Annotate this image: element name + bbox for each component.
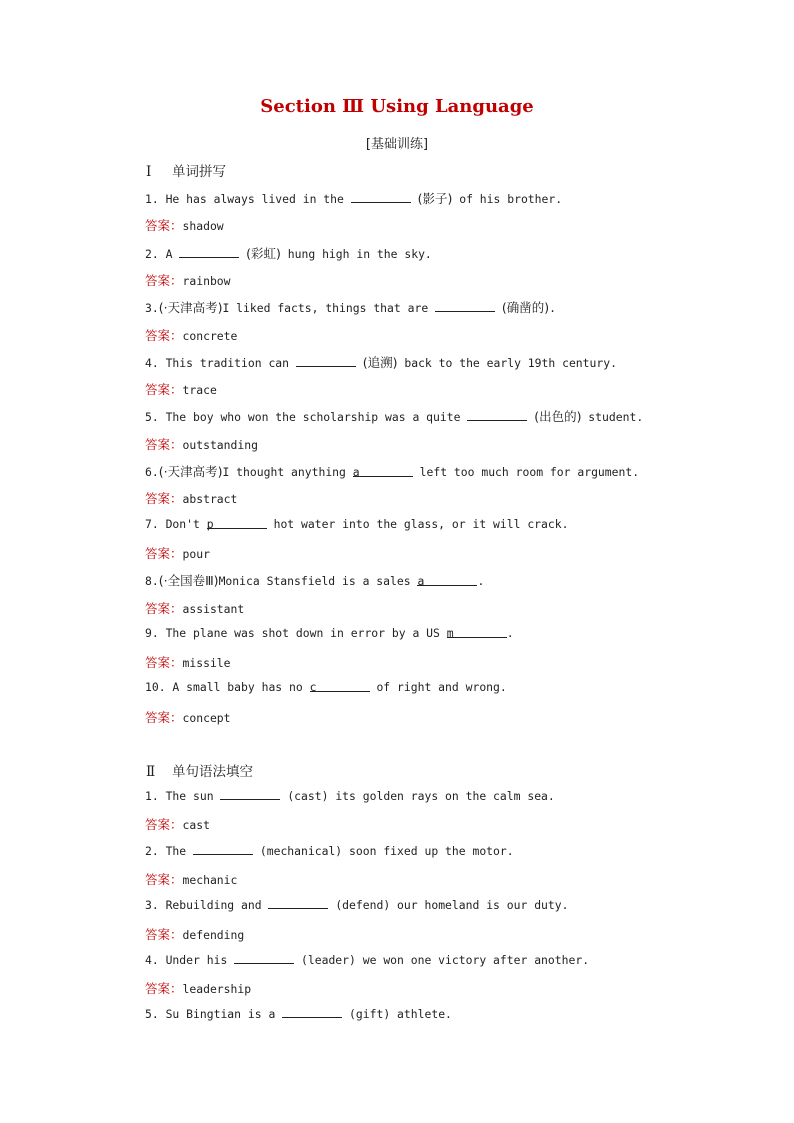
answer-label: 答案： bbox=[145, 327, 183, 343]
question-hint: (影子) bbox=[417, 191, 453, 206]
answer-value: pour bbox=[182, 546, 210, 561]
answer-blank[interactable] bbox=[467, 409, 527, 421]
answer-line bbox=[145, 870, 237, 888]
section-number: Ⅱ bbox=[146, 764, 156, 780]
question-line bbox=[145, 571, 484, 589]
answer-blank[interactable]: a bbox=[417, 574, 477, 586]
question-number: 2. bbox=[145, 843, 159, 858]
question-text: Rebuilding and bbox=[158, 898, 269, 913]
answer-label: 答案： bbox=[145, 272, 183, 288]
answer-line bbox=[145, 925, 244, 943]
question-hint: (追溯) bbox=[362, 354, 398, 370]
question-source: (·全国卷Ⅲ) bbox=[158, 573, 219, 589]
answer-value: leadership bbox=[182, 982, 252, 997]
answer-value: abstract bbox=[182, 492, 238, 507]
question-text: we won one victory after another. bbox=[355, 952, 590, 967]
answer-blank[interactable] bbox=[435, 300, 495, 312]
question-text: our homeland is our duty. bbox=[390, 898, 569, 913]
question-line bbox=[145, 952, 589, 967]
question-text: back to the early 19th century. bbox=[397, 355, 617, 370]
answer-value: concrete bbox=[182, 328, 238, 343]
answer-line bbox=[145, 216, 224, 234]
question-source: (·天津高考) bbox=[158, 464, 223, 479]
question-line bbox=[145, 244, 432, 262]
question-hint: (defend) bbox=[335, 898, 391, 913]
question-line bbox=[145, 407, 643, 425]
answer-label: 答案： bbox=[145, 491, 183, 507]
answer-label: 答案： bbox=[145, 600, 183, 616]
answer-label: 答案： bbox=[145, 981, 183, 997]
question-text: Su Bingtian is a bbox=[158, 1007, 283, 1022]
answer-label: 答案： bbox=[145, 218, 183, 234]
question-text: its golden rays on the calm sea. bbox=[328, 789, 555, 803]
answer-blank[interactable] bbox=[193, 843, 253, 855]
question-number: 3. bbox=[145, 898, 159, 913]
answer-line bbox=[145, 271, 231, 289]
question-text: soon fixed up the motor. bbox=[342, 843, 514, 858]
answer-line bbox=[145, 599, 244, 617]
question-number: 9. bbox=[145, 625, 159, 640]
question-text: I thought anything bbox=[222, 465, 353, 479]
answer-label: 答案： bbox=[145, 926, 183, 942]
question-text: . bbox=[477, 574, 485, 589]
question-number: 6. bbox=[145, 465, 159, 479]
answer-blank[interactable]: a bbox=[353, 465, 413, 477]
question-line bbox=[145, 788, 555, 803]
question-hint: (出色的) bbox=[534, 409, 582, 425]
question-text: . bbox=[506, 625, 514, 640]
answer-value: rainbow bbox=[182, 273, 231, 288]
question-text: This tradition can bbox=[158, 355, 296, 370]
question-number: 10. bbox=[145, 680, 166, 695]
question-line bbox=[145, 897, 569, 912]
question-line bbox=[145, 1006, 452, 1021]
answer-value: cast bbox=[182, 818, 210, 833]
question-text: Don't bbox=[158, 516, 207, 531]
question-line bbox=[145, 843, 514, 858]
question-line bbox=[145, 353, 617, 371]
answer-blank[interactable] bbox=[282, 1006, 342, 1018]
answer-line bbox=[145, 326, 237, 344]
question-text: . bbox=[549, 301, 557, 316]
question-text: A bbox=[158, 246, 180, 261]
question-hint: (cast) bbox=[287, 789, 329, 803]
question-number: 3. bbox=[145, 301, 159, 316]
section-number: Ⅰ bbox=[146, 164, 152, 180]
question-text: of right and wrong. bbox=[369, 680, 507, 695]
answer-line bbox=[145, 653, 231, 671]
question-number: 8. bbox=[145, 574, 159, 589]
question-text: left too much room for argument. bbox=[412, 465, 640, 479]
question-text: A small baby has no bbox=[165, 680, 310, 695]
answer-line bbox=[145, 380, 217, 398]
answer-line bbox=[145, 815, 210, 833]
question-line bbox=[145, 298, 556, 316]
answer-value: shadow bbox=[182, 219, 224, 234]
answer-blank[interactable] bbox=[220, 788, 280, 800]
question-text: hot water into the glass, or it will crack. bbox=[266, 516, 569, 531]
question-source: (·天津高考) bbox=[158, 300, 223, 316]
question-text: athlete. bbox=[390, 1007, 452, 1022]
question-number: 4. bbox=[145, 355, 159, 370]
question-text: hung high in the sky. bbox=[280, 246, 432, 261]
question-text: I liked facts, things that are bbox=[222, 301, 436, 316]
question-line bbox=[145, 189, 562, 207]
question-line bbox=[145, 626, 514, 640]
section-heading bbox=[146, 160, 226, 180]
question-text: Monica Stansfield is a sales bbox=[218, 574, 418, 589]
section-heading bbox=[146, 760, 253, 780]
question-hint: (leader) bbox=[301, 952, 356, 967]
question-text: The bbox=[158, 843, 194, 858]
question-text: Under his bbox=[158, 952, 235, 967]
question-number: 5. bbox=[145, 1007, 159, 1022]
answer-blank[interactable]: m bbox=[447, 626, 507, 638]
question-line bbox=[145, 462, 639, 480]
question-hint: (mechanical) bbox=[259, 843, 343, 858]
answer-blank[interactable] bbox=[351, 191, 411, 203]
answer-value: outstanding bbox=[182, 437, 258, 452]
question-line bbox=[145, 680, 507, 694]
page-title: Section Ⅲ Using Language bbox=[260, 96, 534, 117]
answer-label: 答案： bbox=[145, 545, 183, 561]
answer-value: missile bbox=[182, 656, 231, 671]
answer-label: 答案： bbox=[145, 709, 183, 725]
page-subtitle: [基础训练] bbox=[365, 137, 429, 152]
question-number: 2. bbox=[145, 246, 159, 261]
answer-blank[interactable] bbox=[296, 355, 356, 367]
question-number: 1. bbox=[145, 789, 159, 803]
question-number: 4. bbox=[145, 952, 159, 967]
answer-blank[interactable] bbox=[179, 246, 239, 258]
question-number: 5. bbox=[145, 410, 159, 425]
question-number: 7. bbox=[145, 516, 159, 531]
answer-line bbox=[145, 544, 210, 562]
question-text: student. bbox=[581, 410, 644, 425]
question-hint: (确凿的) bbox=[501, 300, 550, 316]
question-number: 1. bbox=[145, 192, 159, 206]
answer-label: 答案： bbox=[145, 817, 183, 833]
question-text: The plane was shot down in error by a US bbox=[158, 625, 447, 640]
question-text: The sun bbox=[158, 789, 221, 803]
answer-line bbox=[145, 979, 251, 997]
section-name: 单词拼写 bbox=[172, 164, 226, 180]
answer-blank[interactable] bbox=[234, 952, 294, 964]
question-text: He has always lived in the bbox=[158, 192, 351, 206]
answer-value: mechanic bbox=[182, 872, 238, 887]
answer-value: trace bbox=[182, 383, 217, 398]
answer-value: defending bbox=[182, 927, 245, 942]
answer-value: assistant bbox=[182, 601, 245, 616]
answer-label: 答案： bbox=[145, 436, 183, 452]
answer-blank[interactable] bbox=[268, 897, 328, 909]
answer-line bbox=[145, 489, 237, 507]
question-hint: (彩虹) bbox=[246, 245, 281, 261]
answer-label: 答案： bbox=[145, 382, 183, 398]
answer-line bbox=[145, 708, 231, 726]
answer-label: 答案： bbox=[145, 655, 183, 671]
answer-label: 答案： bbox=[145, 871, 183, 887]
answer-value: concept bbox=[182, 710, 231, 725]
question-line bbox=[145, 517, 568, 531]
question-text: of his brother. bbox=[452, 192, 563, 206]
section-name: 单句语法填空 bbox=[172, 764, 253, 780]
answer-line bbox=[145, 435, 258, 453]
answer-blank[interactable]: c bbox=[310, 680, 370, 692]
question-hint: (gift) bbox=[349, 1007, 391, 1022]
question-text: The boy who won the scholarship was a quite bbox=[158, 410, 468, 425]
answer-blank[interactable]: p bbox=[207, 517, 267, 529]
